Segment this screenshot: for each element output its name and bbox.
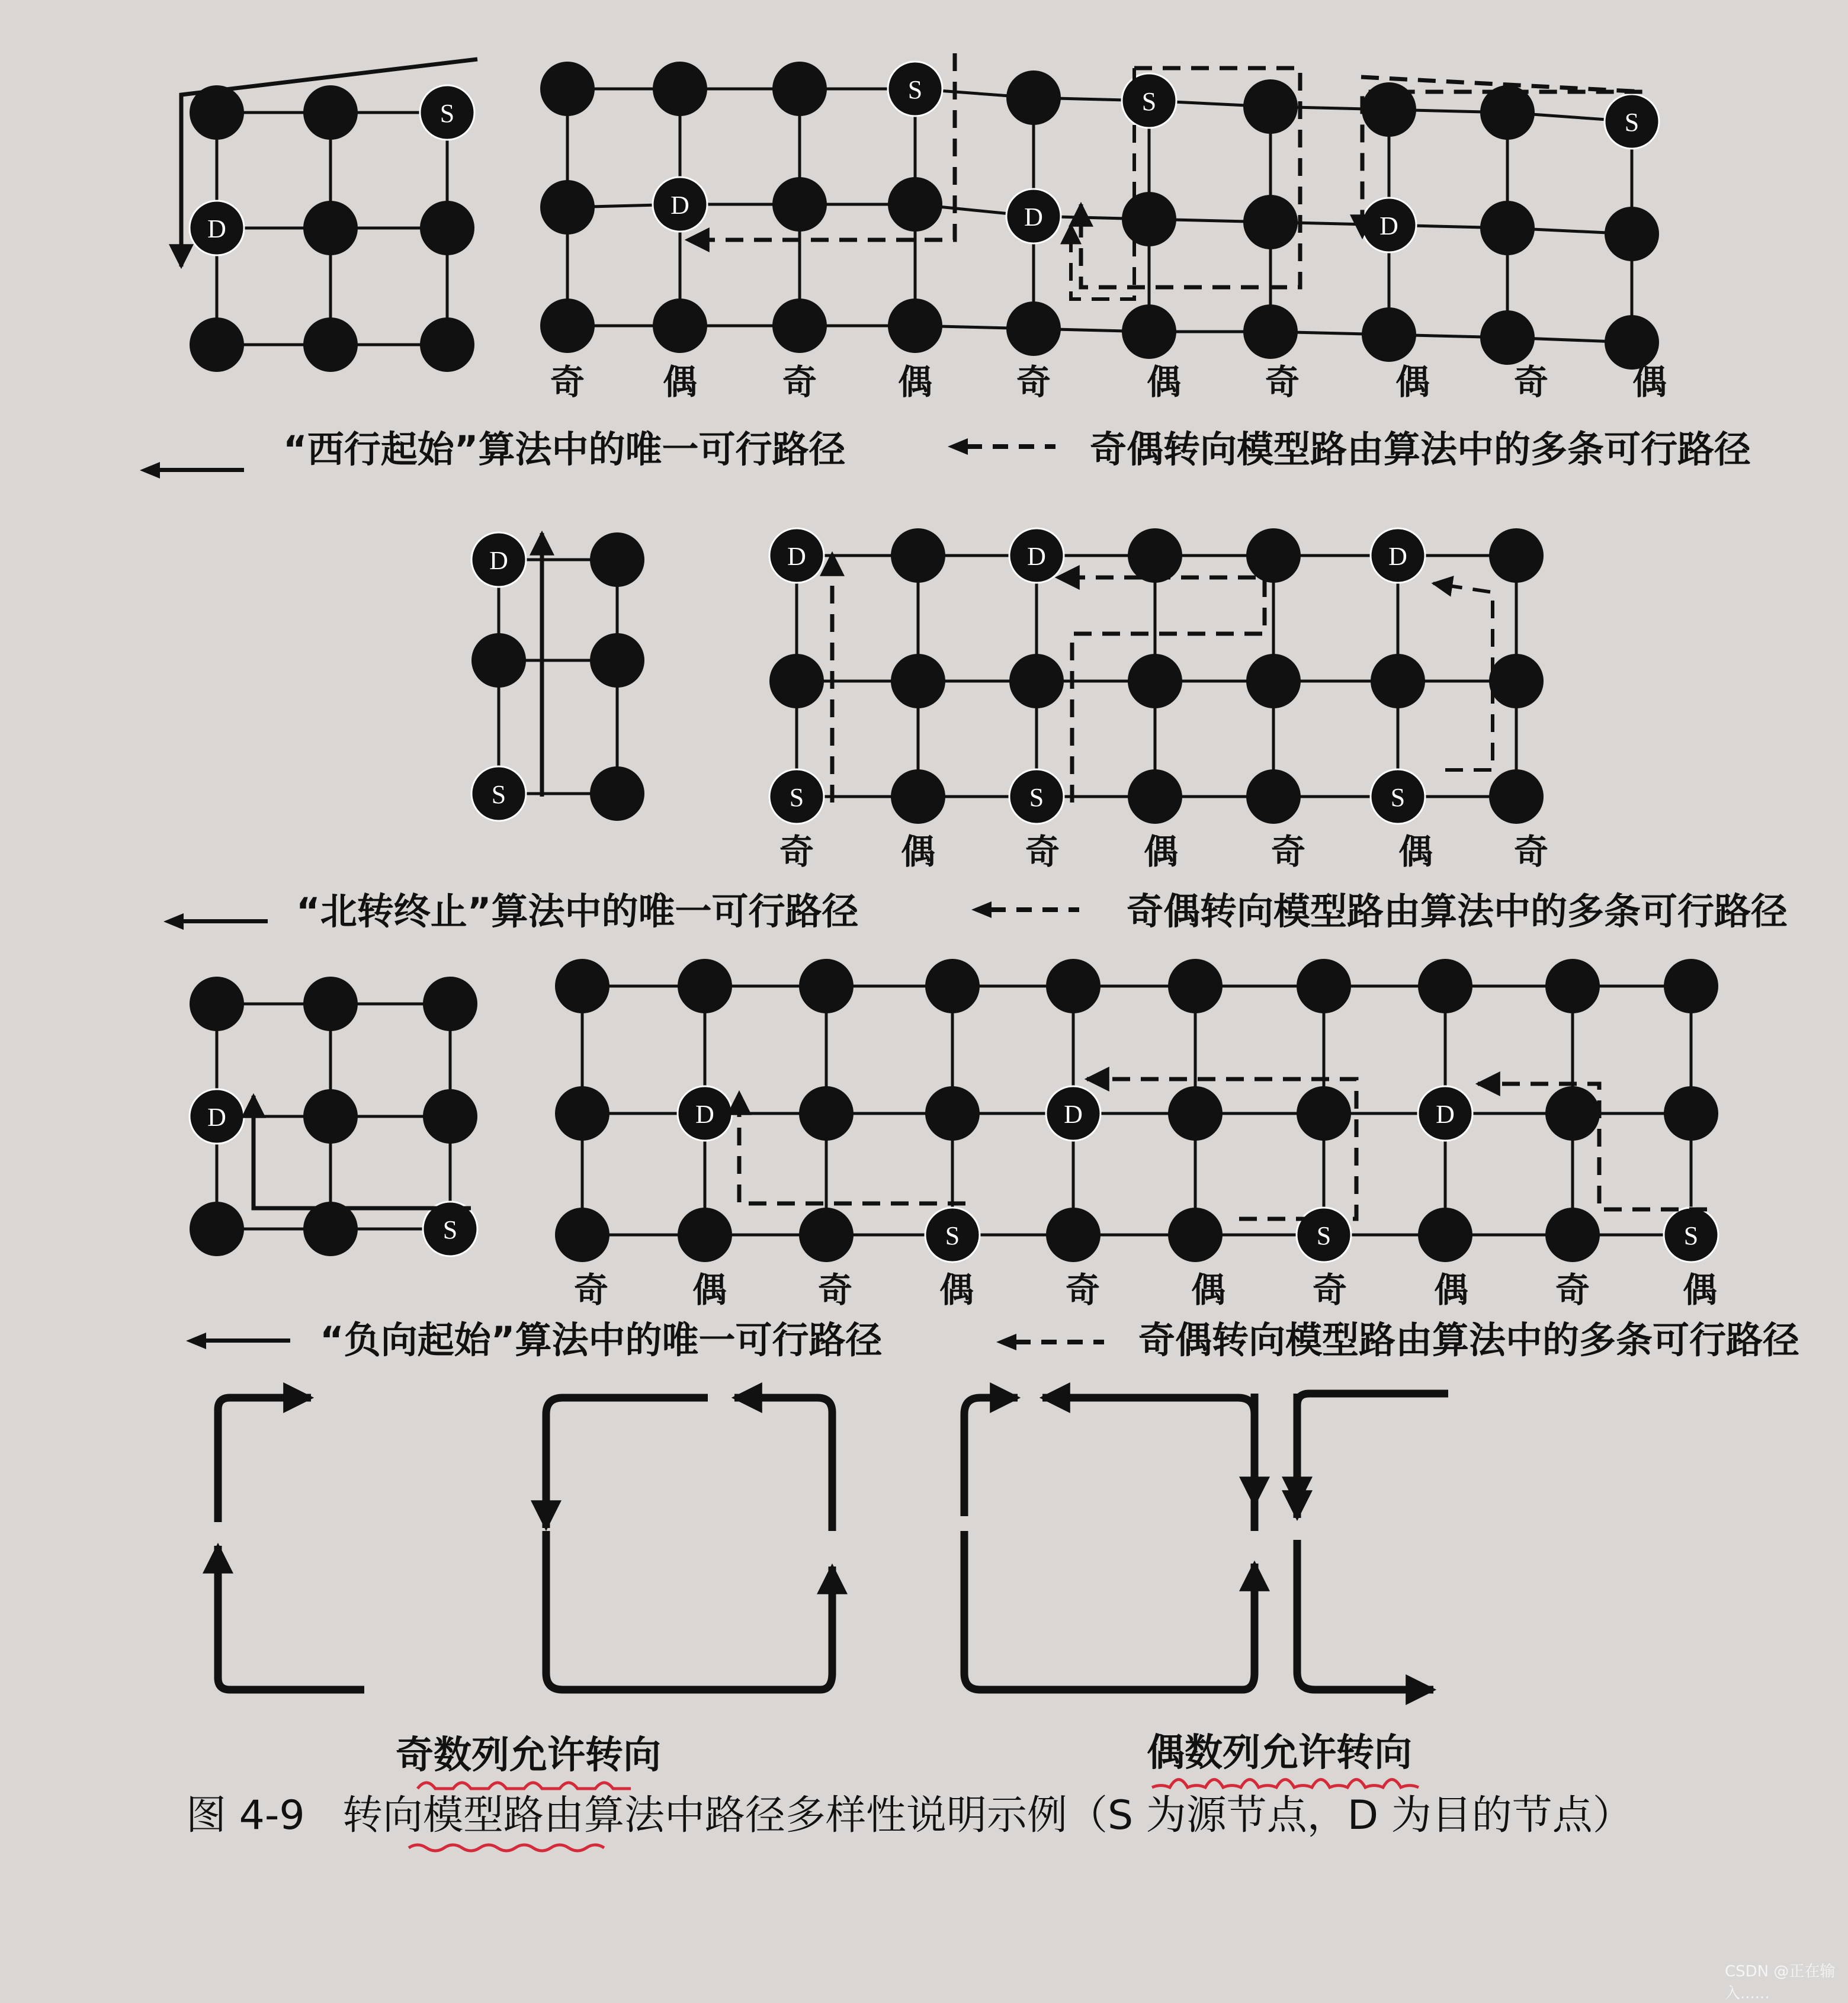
source-label: S <box>1683 1221 1699 1250</box>
grid-odd-even-1 <box>540 62 1659 370</box>
router-node <box>590 766 644 821</box>
grid-north-last <box>471 532 644 821</box>
dest-label: D <box>1379 211 1398 240</box>
source-label: S <box>789 783 804 812</box>
column-labels-row3 <box>574 1270 1717 1310</box>
underline-even-column-turns <box>1152 1780 1419 1787</box>
router-node <box>1480 201 1535 255</box>
router-node <box>1128 769 1182 824</box>
column-parity-label: 奇 <box>1265 362 1300 402</box>
router-node <box>590 633 644 688</box>
column-parity-label: 奇 <box>1065 1270 1101 1310</box>
router-node <box>925 1086 980 1141</box>
router-node <box>1168 1086 1223 1141</box>
router-node <box>678 959 732 1013</box>
router-node <box>653 62 707 116</box>
router-node <box>190 977 244 1031</box>
grid-west-first <box>190 85 474 372</box>
legend-dash-line-3 <box>1015 1340 1104 1344</box>
grid-negative-first <box>190 977 477 1256</box>
router-node <box>1046 1208 1101 1262</box>
column-parity-label: 奇 <box>1016 362 1051 402</box>
column-parity-label: 奇 <box>1513 832 1549 872</box>
router-node <box>303 977 358 1031</box>
dest-label: D <box>670 191 689 220</box>
column-parity-label: 偶 <box>692 1270 727 1310</box>
router-node <box>772 298 827 353</box>
even-turn-1c <box>964 1398 1018 1516</box>
column-labels-row2 <box>779 832 1548 872</box>
grid-odd-even-2 <box>769 528 1544 824</box>
even-turn-1a <box>964 1531 1255 1690</box>
router-node <box>420 317 474 372</box>
router-node <box>1243 195 1298 249</box>
source-label: S <box>1316 1221 1332 1250</box>
legend-solid-line-3 <box>204 1338 290 1343</box>
source-label: S <box>1390 783 1406 812</box>
source-label: S <box>907 75 923 104</box>
router-node <box>555 1086 609 1141</box>
caption-negative-first: “负向起始”算法中的唯一可行路径 <box>320 1318 883 1362</box>
router-node <box>1246 528 1301 583</box>
column-parity-label: 奇 <box>550 362 585 402</box>
source-label: S <box>439 99 455 128</box>
grid-odd-even-3 <box>555 959 1718 1262</box>
caption-north-last: “北转终止”算法中的唯一可行路径 <box>296 890 859 933</box>
router-node <box>540 298 595 353</box>
router-node <box>1418 959 1472 1013</box>
legend-arrow-1 <box>140 462 160 479</box>
legend-arrow-dash-3 <box>996 1334 1016 1350</box>
router-node <box>423 977 477 1031</box>
router-node <box>678 1208 732 1262</box>
figure-number: 图 4-9 <box>186 1792 305 1839</box>
legend-solid-line-1 <box>155 468 244 472</box>
router-node <box>555 1208 609 1262</box>
router-node <box>891 654 945 708</box>
legend-solid-line-2 <box>181 919 268 923</box>
router-node <box>423 1089 477 1144</box>
odd-turn-2c <box>546 1398 708 1528</box>
watermark: CSDN @正在输入...... <box>1725 1963 1836 2002</box>
legend-arrow-2 <box>163 913 184 930</box>
column-parity-label: 偶 <box>1143 832 1179 872</box>
underline-caption <box>409 1845 604 1851</box>
router-node <box>1418 1208 1472 1262</box>
even-turn-2a <box>1297 1394 1448 1518</box>
caption-odd-even-2: 奇偶转向模型路由算法中的多条可行路径 <box>1127 890 1788 933</box>
router-node <box>1046 959 1101 1013</box>
column-parity-label: 奇 <box>1555 1270 1590 1310</box>
router-node <box>891 769 945 824</box>
router-node <box>1371 654 1425 708</box>
column-parity-label: 奇 <box>817 1270 853 1310</box>
router-node <box>772 177 827 232</box>
router-node <box>303 1089 358 1144</box>
router-node <box>1122 304 1176 359</box>
router-node <box>925 959 980 1013</box>
column-parity-label: 偶 <box>1395 362 1430 402</box>
legend-arrow-dash-1 <box>948 438 968 455</box>
odd-turn-2b <box>734 1398 832 1531</box>
column-parity-label: 奇 <box>1025 832 1060 872</box>
column-parity-label: 偶 <box>1632 362 1667 402</box>
router-node <box>1297 1086 1351 1141</box>
router-node <box>799 1208 854 1262</box>
column-parity-label: 偶 <box>1146 362 1182 402</box>
router-node <box>772 62 827 116</box>
dest-label: D <box>207 1103 226 1132</box>
odd-turn-1a <box>218 1546 364 1690</box>
router-node <box>1243 79 1298 134</box>
source-label: S <box>1141 87 1157 116</box>
router-node <box>1664 1086 1718 1141</box>
dest-label: D <box>695 1100 714 1129</box>
figure-caption-text: 转向模型路由算法中路径多样性说明示例（S 为源节点，D 为目的节点） <box>342 1792 1633 1839</box>
router-node <box>1489 528 1544 583</box>
router-node <box>590 532 644 587</box>
router-node <box>769 654 824 708</box>
router-node <box>1480 310 1535 365</box>
column-parity-label: 偶 <box>662 362 698 402</box>
column-parity-label: 奇 <box>573 1270 609 1310</box>
router-node <box>1545 1208 1600 1262</box>
router-node <box>1168 1208 1223 1262</box>
column-parity-label: 偶 <box>1682 1270 1718 1310</box>
label-even-column-turns: 偶数列允许转向 <box>1147 1731 1412 1775</box>
router-node <box>1297 959 1351 1013</box>
column-parity-label: 偶 <box>939 1270 974 1310</box>
router-node <box>1664 959 1718 1013</box>
router-node <box>1489 769 1544 824</box>
router-node <box>1489 654 1544 708</box>
dest-label: D <box>1436 1100 1455 1129</box>
router-node <box>1605 207 1659 261</box>
underline-odd-column-turns <box>418 1783 631 1789</box>
caption-odd-even-1: 奇偶转向模型路由算法中的多条可行路径 <box>1090 428 1751 471</box>
router-node <box>653 298 707 353</box>
column-parity-label: 偶 <box>1191 1270 1226 1310</box>
column-parity-label: 奇 <box>782 362 817 402</box>
router-node <box>1362 307 1416 362</box>
router-node <box>799 1086 854 1141</box>
router-node <box>1006 301 1061 356</box>
legend-arrow-3 <box>186 1333 206 1349</box>
column-parity-label: 奇 <box>1513 362 1549 402</box>
router-node <box>420 201 474 255</box>
router-node <box>1545 959 1600 1013</box>
router-node <box>303 201 358 255</box>
router-node <box>303 85 358 140</box>
source-label: S <box>1624 108 1640 137</box>
router-node <box>190 1202 244 1256</box>
router-node <box>1006 70 1061 125</box>
router-node <box>540 180 595 235</box>
router-node <box>1128 654 1182 708</box>
source-label: S <box>1029 783 1044 812</box>
router-node <box>1243 304 1298 359</box>
even-turn-2b <box>1297 1540 1433 1690</box>
column-labels-row1 <box>550 362 1667 402</box>
router-node <box>471 633 526 688</box>
column-parity-label: 奇 <box>1312 1270 1348 1310</box>
dest-label: D <box>1388 542 1407 571</box>
dest-label: D <box>787 542 806 571</box>
source-label: S <box>491 780 506 809</box>
odd-turn-1b <box>218 1398 311 1522</box>
router-node <box>1246 769 1301 824</box>
router-node <box>891 528 945 583</box>
dest-label: D <box>1024 203 1043 232</box>
column-parity-label: 偶 <box>1433 1270 1469 1310</box>
dest-label: D <box>1027 542 1046 571</box>
dest-label: D <box>207 214 226 243</box>
dest-label: D <box>489 546 508 575</box>
router-node <box>540 62 595 116</box>
legend-dash-line-2 <box>990 907 1079 912</box>
column-parity-label: 偶 <box>900 832 936 872</box>
router-node <box>555 959 609 1013</box>
router-node <box>190 317 244 372</box>
legend-arrow-dash-2 <box>971 901 992 918</box>
source-label: S <box>945 1221 960 1250</box>
even-turn-1b <box>1042 1398 1255 1531</box>
router-node <box>888 298 942 353</box>
column-parity-label: 偶 <box>1398 832 1433 872</box>
odd-even-path-2c <box>1433 583 1493 770</box>
router-node <box>1009 654 1064 708</box>
router-node <box>1246 654 1301 708</box>
router-node <box>888 177 942 232</box>
router-node <box>1122 192 1176 246</box>
odd-turn-2a <box>546 1531 832 1690</box>
column-parity-label: 奇 <box>779 832 814 872</box>
router-node <box>1545 1086 1600 1141</box>
column-parity-label: 奇 <box>1270 832 1306 872</box>
router-node <box>1128 528 1182 583</box>
dest-label: D <box>1064 1100 1083 1129</box>
router-node <box>799 959 854 1013</box>
column-parity-label: 偶 <box>897 362 933 402</box>
source-label: S <box>442 1215 458 1244</box>
router-node <box>303 317 358 372</box>
caption-west-first: “西行起始”算法中的唯一可行路径 <box>283 428 846 471</box>
legend-dash-line-1 <box>967 444 1055 449</box>
label-odd-column-turns: 奇数列允许转向 <box>396 1734 661 1777</box>
caption-odd-even-3: 奇偶转向模型路由算法中的多条可行路径 <box>1138 1318 1800 1362</box>
router-node <box>1168 959 1223 1013</box>
